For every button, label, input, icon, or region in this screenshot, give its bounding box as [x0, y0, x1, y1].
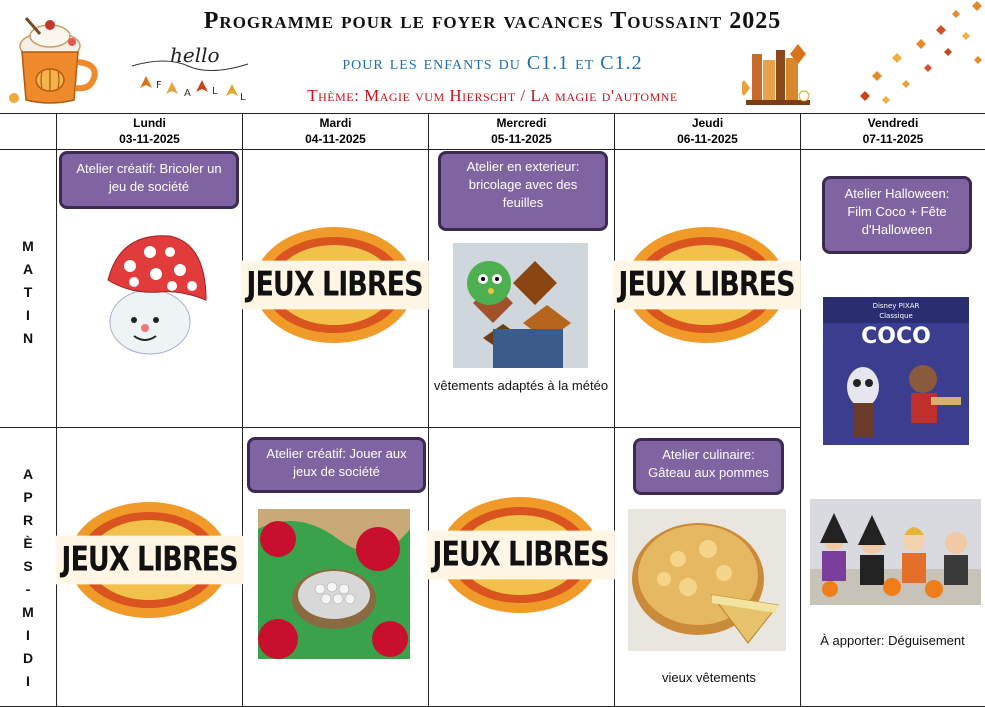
page-theme: Thème: Magie vum Hierscht / La magie d'automne	[307, 86, 678, 105]
books-icon	[742, 40, 818, 108]
activity-thursday-afternoon: Atelier culinaire: Gâteau aux pommes	[633, 438, 784, 495]
svg-text:F: F	[156, 80, 162, 91]
apple-cake-image	[628, 509, 786, 651]
schedule-table	[0, 113, 985, 707]
day-header-friday	[801, 113, 985, 149]
page-title: Programme pour le foyer vacances Toussaint 2025	[203, 8, 782, 34]
svg-text:L: L	[240, 92, 246, 103]
mushroom-craft-image	[100, 230, 210, 358]
hello-text: hello	[170, 43, 220, 67]
day-date: 05-11-2025	[491, 132, 552, 146]
poster-series: Classique	[879, 312, 913, 320]
day-header-tuesday	[243, 113, 428, 149]
free-play-wednesday-afternoon	[432, 493, 609, 617]
leaf-craft-image	[453, 243, 588, 368]
free-play-thursday-morning	[618, 223, 795, 347]
day-date: 07-11-2025	[862, 132, 924, 146]
note-friday: À apporter: Déguisement	[820, 633, 965, 648]
note-thursday-afternoon: vieux vêtements	[662, 670, 756, 685]
free-play-tuesday-morning	[246, 223, 423, 347]
free-play-monday-afternoon	[61, 498, 238, 622]
falling-leaves-decoration	[852, 0, 985, 108]
row-label-morning: M A T I N	[22, 238, 34, 346]
day-date: 06-11-2025	[677, 132, 738, 146]
board-game-image	[258, 509, 410, 659]
free-play-label: JEUX LIBRES	[240, 261, 428, 310]
day-header-wednesday	[429, 113, 614, 149]
day-name: Lundi	[133, 116, 166, 130]
page-subtitle: pour les enfants du C1.1 et C1.2	[342, 52, 643, 74]
poster-title: COCO	[861, 324, 931, 349]
free-play-label: JEUX LIBRES	[55, 536, 243, 585]
day-name: Mardi	[319, 116, 352, 130]
day-name: Jeudi	[691, 116, 724, 130]
activity-wednesday-morning: Atelier en exterieur: bricolage avec des feuilles	[438, 151, 608, 231]
day-name: Vendredi	[867, 116, 919, 130]
free-play-label: JEUX LIBRES	[426, 531, 614, 580]
halloween-kids-image	[810, 499, 981, 605]
day-name: Mercredi	[496, 116, 547, 130]
activity-friday: Atelier Halloween: Film Coco + Fête d'Halloween	[822, 176, 972, 254]
note-wednesday-morning: vêtements adaptés à la météo	[433, 378, 609, 393]
activity-monday-morning: Atelier créatif: Bricoler un jeu de société	[59, 151, 239, 209]
header	[0, 0, 985, 113]
activity-tuesday-afternoon: Atelier créatif: Jouer aux jeux de société	[247, 437, 426, 493]
free-play-label: JEUX LIBRES	[612, 261, 800, 310]
day-header-thursday	[615, 113, 800, 149]
day-date: 04-11-2025	[305, 132, 366, 146]
poster-brand: Disney PIXAR	[872, 302, 920, 310]
day-date: 03-11-2025	[119, 132, 180, 146]
day-header-monday	[57, 113, 242, 149]
svg-text:L: L	[212, 86, 218, 97]
svg-text:A: A	[184, 88, 191, 99]
coco-poster-image	[823, 297, 969, 445]
row-label-afternoon: A P R È S - M I D I	[22, 466, 34, 689]
